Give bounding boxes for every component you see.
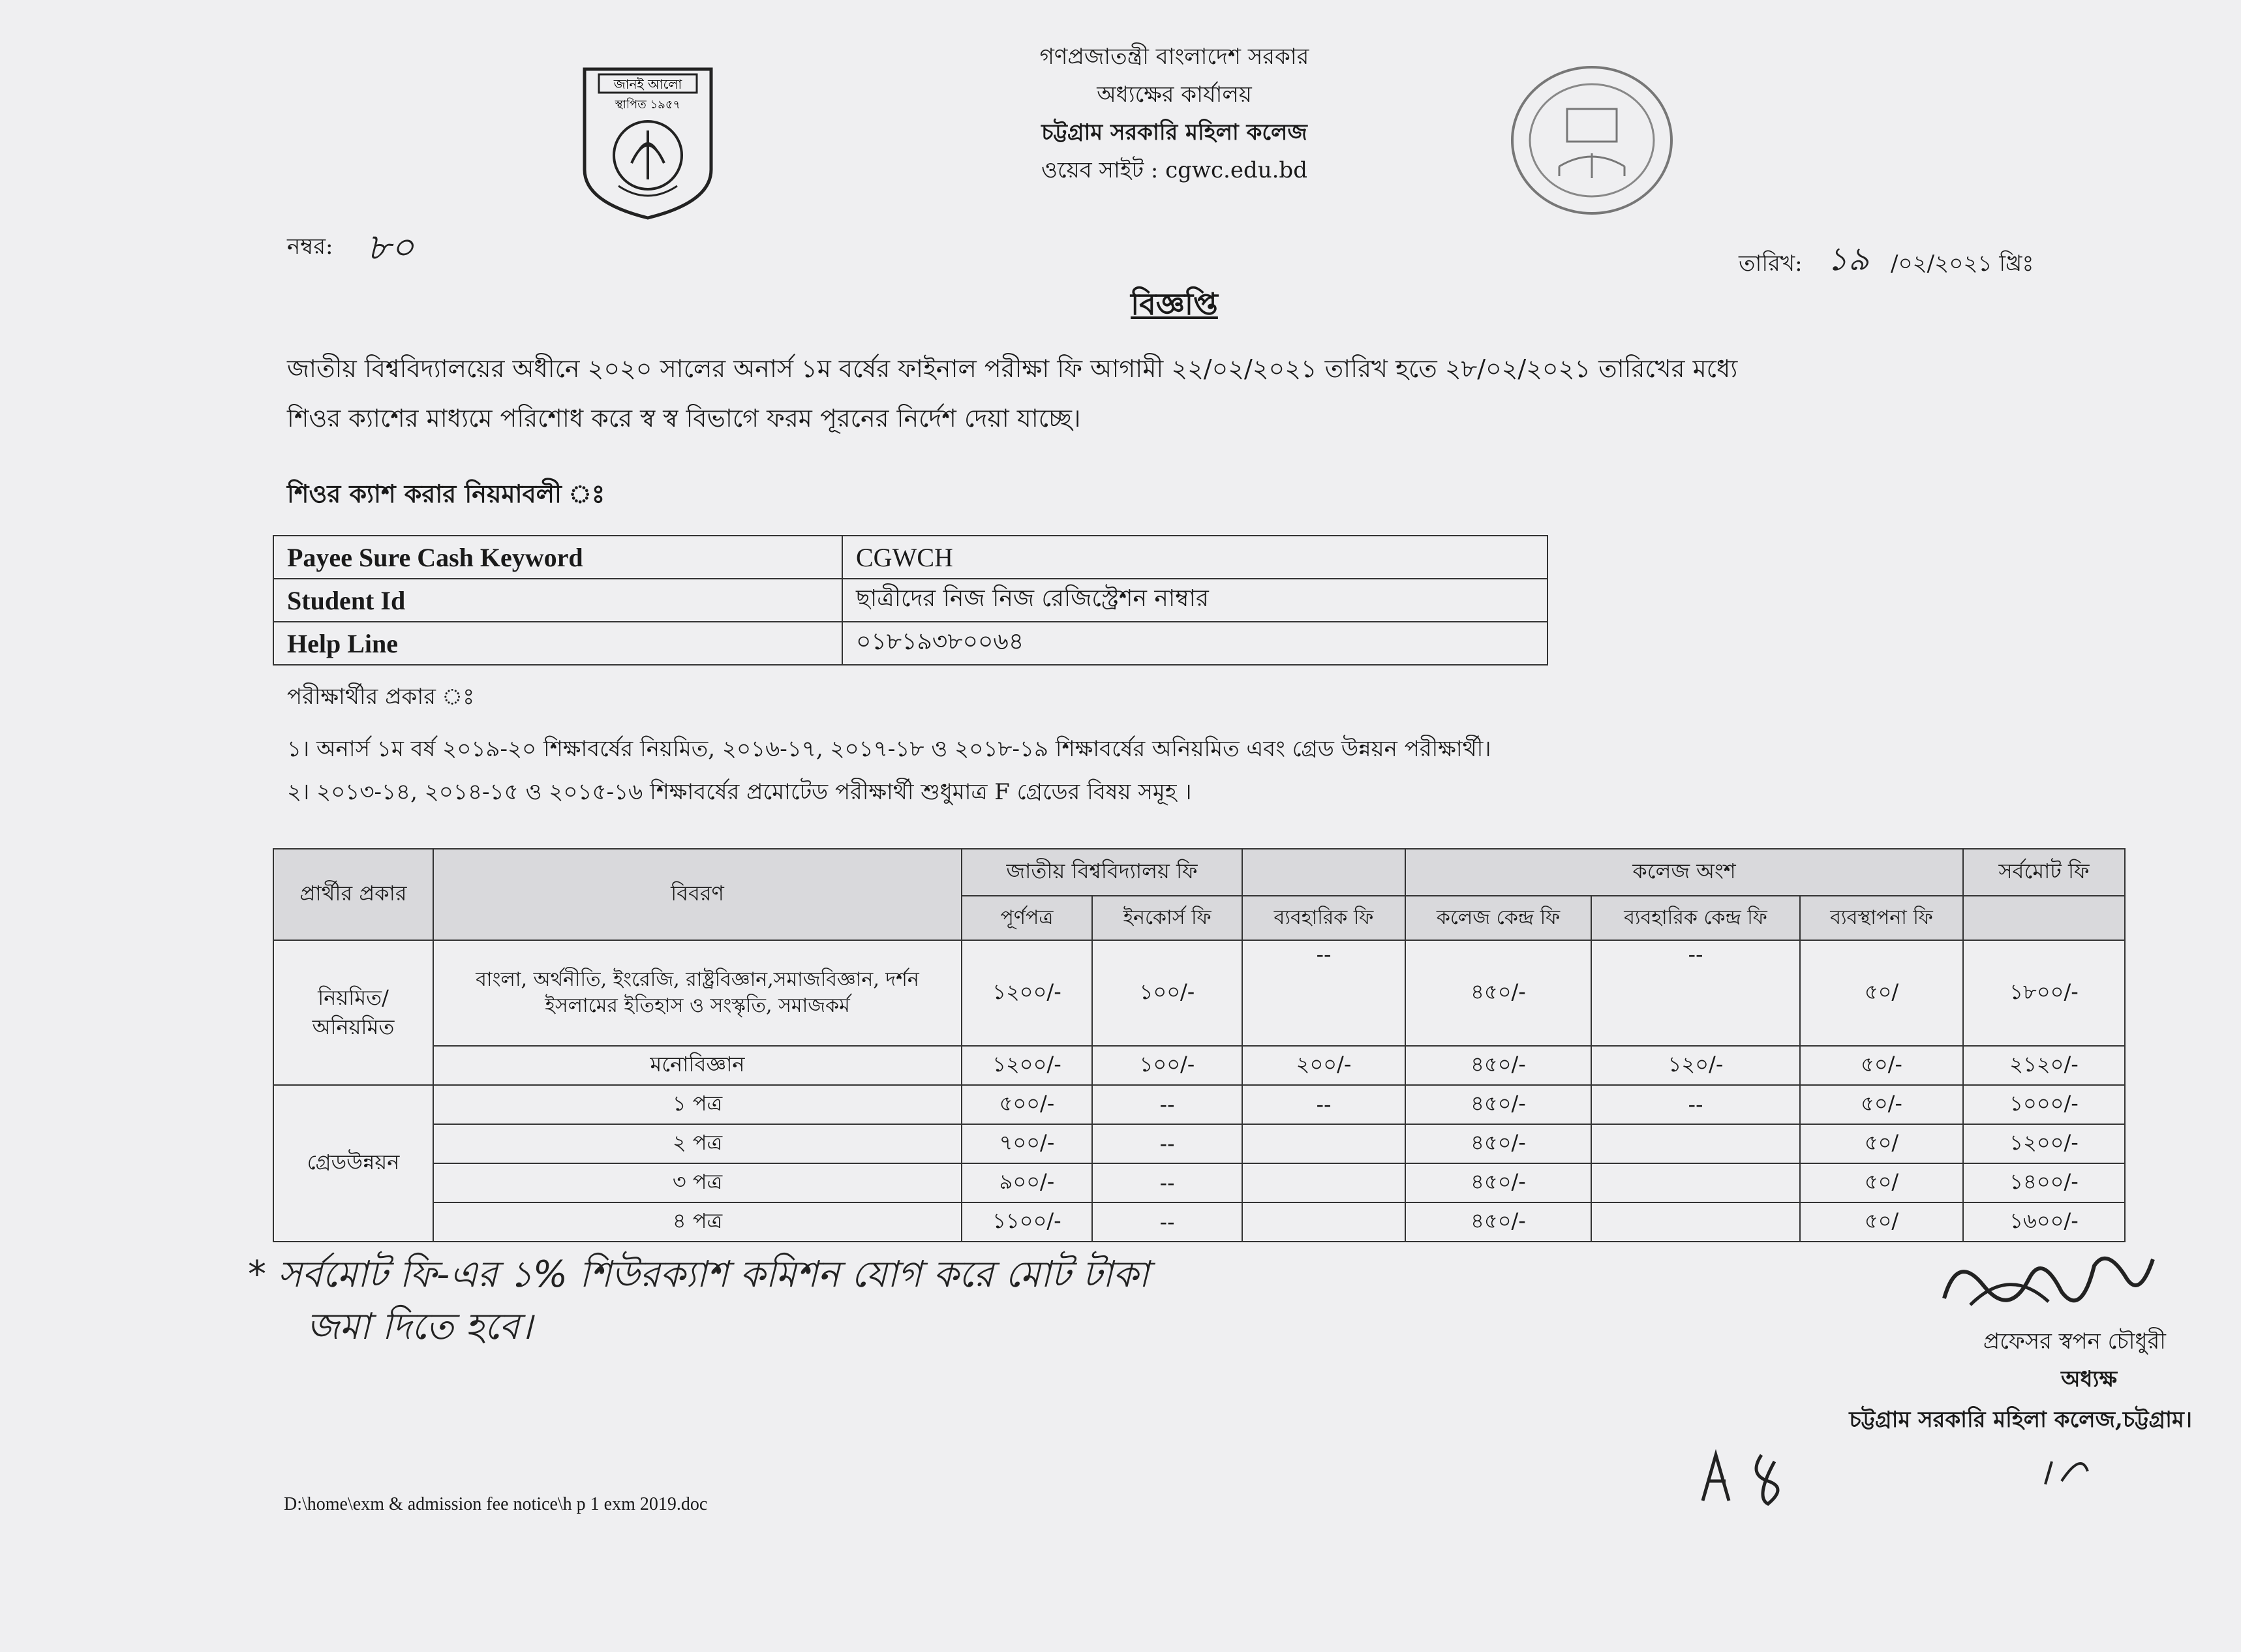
cell-practical-centre: -- xyxy=(1591,940,1800,1046)
col-header-practical-centre: ব্যবহারিক কেন্দ্র ফি xyxy=(1591,896,1800,940)
cell-incourse: -- xyxy=(1092,1202,1242,1242)
official-seal xyxy=(1507,62,1677,219)
header-office: অধ্যক্ষের কার্যালয় xyxy=(1097,82,1252,108)
table-row xyxy=(273,536,1547,579)
surecash-info-table xyxy=(273,535,1548,665)
notice-title: বিজ্ঞপ্তি xyxy=(1131,286,1218,322)
table-row xyxy=(273,1085,2125,1124)
rules-heading: শিওর ক্যাশ করার নিয়মাবলী ঃ xyxy=(287,479,605,508)
row-description: বাংলা, অর্থনীতি, ইংরেজি, রাষ্ট্রবিজ্ঞান,সমাজবিজ্ঞান, দর্শন ইসলামের ইতিহাস ও সংস্কৃতি, সমাজকর্ম xyxy=(433,940,962,1046)
col-header-management: ব্যবস্থাপনা ফি xyxy=(1800,896,1963,940)
principal-signature xyxy=(1931,1240,2159,1324)
cell-management: ৫০/ xyxy=(1800,1202,1963,1242)
col-header-practical: ব্যবহারিক ফি xyxy=(1242,896,1405,940)
cell-practical xyxy=(1242,1163,1405,1202)
cell-practical xyxy=(1242,1202,1405,1242)
group-regular: নিয়মিত/ অনিয়মিত xyxy=(273,940,433,1085)
row-description: ১ পত্র xyxy=(433,1085,962,1124)
examinee-type-1: ১। অনার্স ১ম বর্ষ ২০১৯-২০ শিক্ষাবর্ষের নিয়মিত, ২০১৬-১৭, ২০১৭-১৮ ও ২০১৮-১৯ শিক্ষাবর্ষের অনিয়মিত এবং গ্রেড উন্নয়ন পরীক্ষার্থী। xyxy=(287,736,1491,762)
info-key: Help Line xyxy=(273,622,842,665)
cell-incourse: -- xyxy=(1092,1163,1242,1202)
cell-management: ৫০/- xyxy=(1800,1085,1963,1124)
col-header-full-paper: পূর্ণপত্র xyxy=(962,896,1092,940)
logo-motto: জানই আলো xyxy=(613,76,682,92)
table-row xyxy=(273,1124,2125,1163)
cell-practical-centre xyxy=(1591,1163,1800,1202)
cell-management: ৫০/ xyxy=(1800,1124,1963,1163)
cell-full: ৭০০/- xyxy=(962,1124,1092,1163)
table-row xyxy=(273,579,1547,622)
memo-number: ৮০ xyxy=(367,226,414,269)
cell-practical: -- xyxy=(1242,1085,1405,1124)
info-value: ছাত্রীদের নিজ নিজ রেজিস্ট্রেশন নাম্বার xyxy=(842,579,1547,622)
cell-total: ১৪০০/- xyxy=(1963,1163,2125,1202)
cell-centre: ৪৫০/- xyxy=(1405,1202,1591,1242)
handwritten-note-line2: জমা দিতে হবে। xyxy=(307,1306,533,1348)
handwritten-note-line1: * সর্বমোট ফি-এর ১% শিউরক্যাশ কমিশন যোগ করে মোট টাকা xyxy=(248,1253,1150,1296)
cell-full: ১২০০/- xyxy=(962,1046,1092,1085)
cell-full: ১১০০/- xyxy=(962,1202,1092,1242)
col-header-college-part: কলেজ অংশ xyxy=(1405,849,1963,896)
info-key: Payee Sure Cash Keyword xyxy=(273,536,842,579)
table-row xyxy=(273,1046,2125,1085)
table-row xyxy=(273,622,1547,665)
cell-total: ১৬০০/- xyxy=(1963,1202,2125,1242)
logo-established: স্থাপিত ১৯৫৭ xyxy=(615,98,681,112)
cell-incourse: ১০০/- xyxy=(1092,1046,1242,1085)
cell-centre: ৪৫০/- xyxy=(1405,1124,1591,1163)
memo-label: নম্বর: xyxy=(287,234,333,260)
date-day: ১৯ xyxy=(1827,240,1869,278)
row-description: মনোবিজ্ঞান xyxy=(433,1046,962,1085)
table-row xyxy=(273,940,2125,1046)
header-college: চট্টগ্রাম সরকারি মহিলা কলেজ xyxy=(1041,119,1307,145)
notice-body-line2: শিওর ক্যাশের মাধ্যমে পরিশোধ করে স্ব স্ব বিভাগে ফরম পূরনের নির্দেশ দেয়া যাচ্ছে। xyxy=(287,404,1081,433)
row-description: ২ পত্র xyxy=(433,1124,962,1163)
header-government: গণপ্রজাতন্ত্রী বাংলাদেশ সরকার xyxy=(1039,44,1309,70)
row-description: ৪ পত্র xyxy=(433,1202,962,1242)
cell-incourse: -- xyxy=(1092,1085,1242,1124)
cell-centre: ৪৫০/- xyxy=(1405,940,1591,1046)
cell-practical-centre xyxy=(1591,1202,1800,1242)
cell-full: ১২০০/- xyxy=(962,940,1092,1046)
cell-centre: ৪৫০/- xyxy=(1405,1085,1591,1124)
signatory-designation: অধ্যক্ষ xyxy=(2061,1366,2117,1392)
cell-practical-centre: -- xyxy=(1591,1085,1800,1124)
group-grade-improvement: গ্রেডউন্নয়ন xyxy=(273,1085,433,1242)
cell-total: ২১২০/- xyxy=(1963,1046,2125,1085)
examinee-heading: পরীক্ষার্থীর প্রকার ঃ xyxy=(287,684,475,710)
col-header-blank xyxy=(1242,849,1405,896)
date-label: তারিখ: xyxy=(1739,251,1803,277)
cell-practical-centre xyxy=(1591,1124,1800,1163)
col-header-college-centre: কলেজ কেন্দ্র ফি xyxy=(1405,896,1591,940)
col-header-total-blank xyxy=(1963,896,2125,940)
cell-centre: ৪৫০/- xyxy=(1405,1163,1591,1202)
cell-practical: ২০০/- xyxy=(1242,1046,1405,1085)
date-rest: /০২/২০২১ খ্রিঃ xyxy=(1891,251,2034,277)
col-header-incourse: ইনকোর্স ফি xyxy=(1092,896,1242,940)
initials-mark xyxy=(1696,1448,1814,1507)
file-path: D:\home\exm & admission fee notice\h p 1 exm 2019.doc xyxy=(284,1494,708,1514)
col-header-total: সর্বমোট ফি xyxy=(1963,849,2125,896)
cell-incourse: ১০০/- xyxy=(1092,940,1242,1046)
cell-management: ৫০/- xyxy=(1800,1046,1963,1085)
cell-practical: -- xyxy=(1242,940,1405,1046)
signatory-institution: চট্টগ্রাম সরকারি মহিলা কলেজ,চট্টগ্রাম। xyxy=(1849,1407,2192,1433)
cell-management: ৫০/ xyxy=(1800,940,1963,1046)
signatory-name: প্রফেসর স্বপন চৌধুরী xyxy=(1983,1328,2166,1354)
cell-management: ৫০/ xyxy=(1800,1163,1963,1202)
table-row xyxy=(273,1163,2125,1202)
cell-full: ৫০০/- xyxy=(962,1085,1092,1124)
cell-total: ১২০০/- xyxy=(1963,1124,2125,1163)
cell-total: ১০০০/- xyxy=(1963,1085,2125,1124)
col-header-description: বিবরণ xyxy=(433,849,962,940)
fee-table xyxy=(273,848,2126,1242)
cell-centre: ৪৫০/- xyxy=(1405,1046,1591,1085)
header-website: ওয়েব সাইট : cgwc.edu.bd xyxy=(1041,157,1307,183)
table-row xyxy=(273,1202,2125,1242)
row-description: ৩ পত্র xyxy=(433,1163,962,1202)
col-header-type: প্রার্থীর প্রকার xyxy=(273,849,433,940)
col-header-nu-fee: জাতীয় বিশ্ববিদ্যালয় ফি xyxy=(962,849,1242,896)
examinee-type-2: ২। ২০১৩-১৪, ২০১৪-১৫ ও ২০১৫-১৬ শিক্ষাবর্ষের প্রমোটেড পরীক্ষার্থী শুধুমাত্র F গ্রেডের বিষয় সমূহ । xyxy=(287,779,1192,805)
cell-practical xyxy=(1242,1124,1405,1163)
cell-incourse: -- xyxy=(1092,1124,1242,1163)
cell-practical-centre: ১২০/- xyxy=(1591,1046,1800,1085)
notice-body-line1: জাতীয় বিশ্ববিদ্যালয়ের অধীনে ২০২০ সালের অনার্স ১ম বর্ষের ফাইনাল পরীক্ষা ফি আগামী ২২/০২/২০২১ তারিখ হতে ২৮/০২/২০২১ তারিখের মধ্যে xyxy=(287,354,1738,383)
info-value: CGWCH xyxy=(842,536,1547,579)
cell-total: ১৮০০/- xyxy=(1963,940,2125,1046)
info-value: ০১৮১৯৩৮০০৬৪ xyxy=(842,622,1547,665)
header-row xyxy=(273,849,2125,896)
college-logo xyxy=(579,65,716,222)
initials-mark-2 xyxy=(2035,1445,2094,1491)
cell-full: ৯০০/- xyxy=(962,1163,1092,1202)
info-key: Student Id xyxy=(273,579,842,622)
